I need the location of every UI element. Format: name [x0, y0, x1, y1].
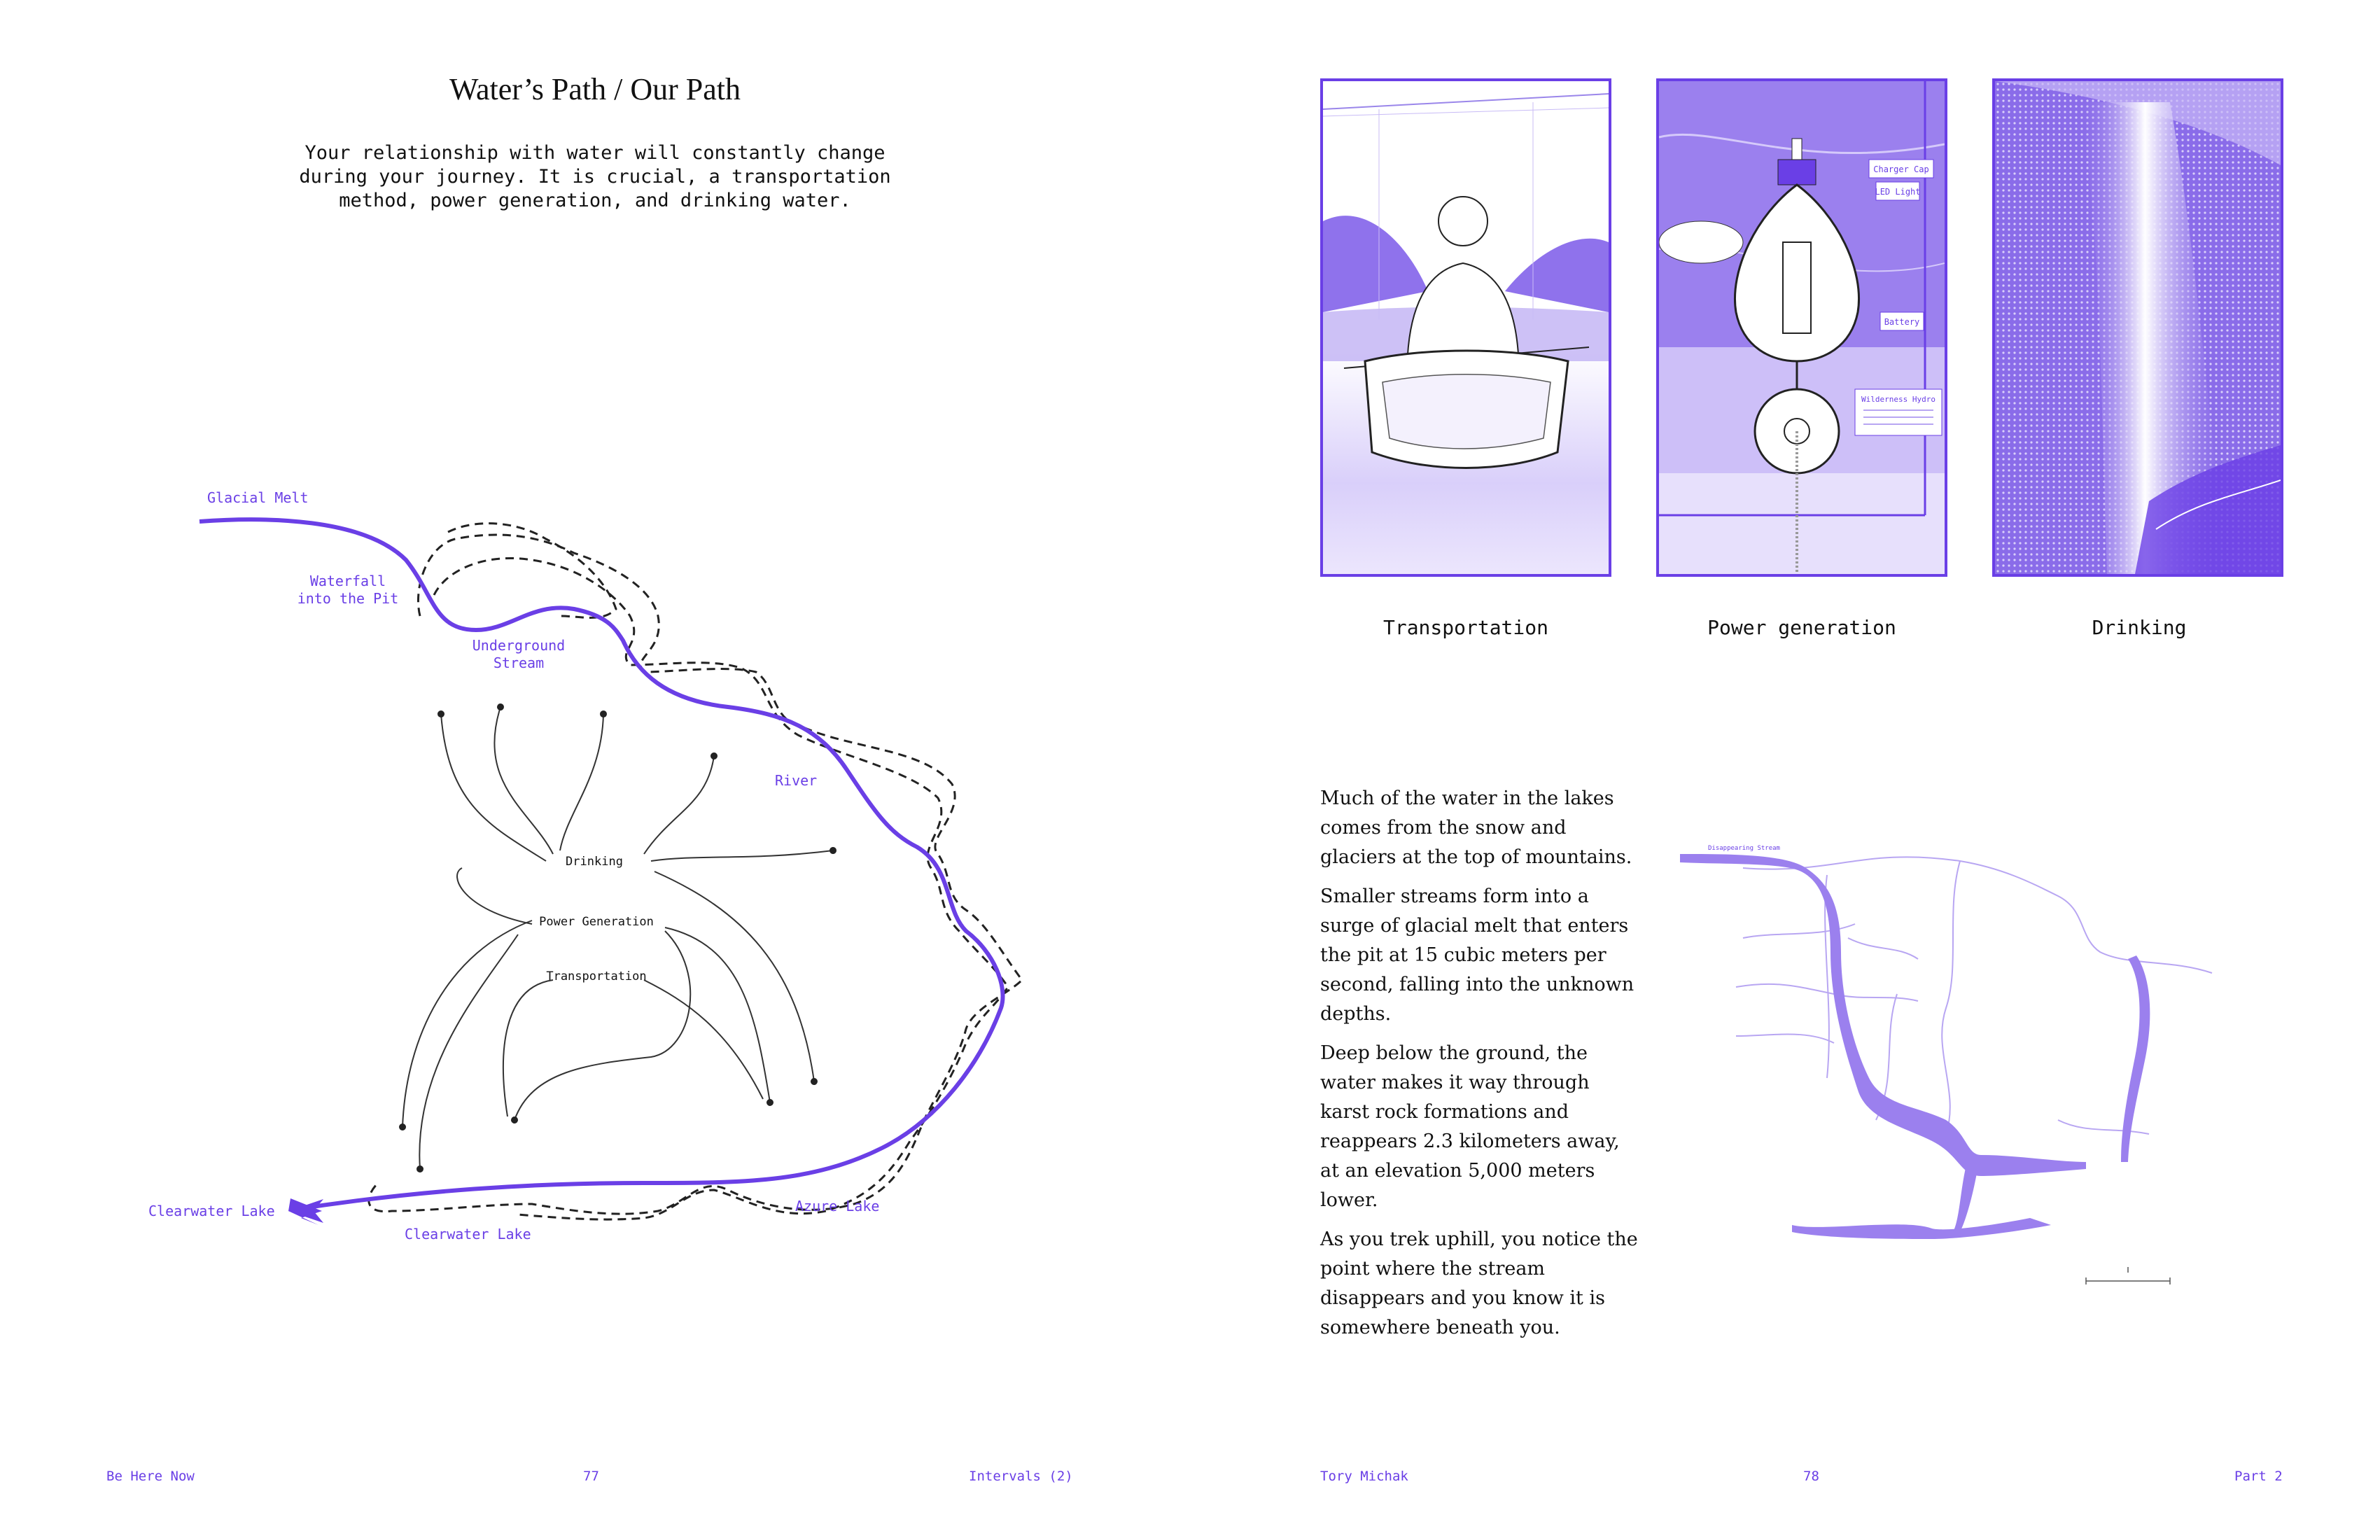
label-underground-line1: Underground — [472, 637, 566, 654]
callout-battery: Battery — [1884, 317, 1920, 327]
disappearing-stream — [1680, 854, 2086, 1176]
right-page — [1190, 0, 2380, 1540]
label-river: River — [775, 772, 818, 789]
caption-drinking: Drinking — [2092, 616, 2187, 639]
panel-drinking — [1992, 78, 2283, 577]
footer-section: Intervals (2) — [969, 1469, 1073, 1484]
label-glacial-melt: Glacial Melt — [207, 489, 309, 506]
stream-map — [1666, 826, 2268, 1316]
body-text — [1320, 784, 1642, 1352]
label-drinking: Drinking — [566, 855, 623, 869]
paragraph: Much of the water in the lakes comes from the snow and glaciers at the top of mountains. — [1320, 788, 1632, 868]
caption-power-generation: Power generation — [1707, 616, 1896, 639]
footer-part: Part 2 — [2234, 1469, 2283, 1484]
raft-person-illustration — [1323, 81, 1609, 574]
panel-transportation — [1320, 78, 1611, 577]
flow-line — [441, 714, 546, 861]
callout-charger-cap: Charger Cap — [1873, 164, 1929, 174]
label-transportation: Transportation — [546, 969, 647, 983]
label-waterfall-line2: into the Pit — [297, 590, 399, 607]
paragraph: Smaller streams form into a surge of glacial melt that enters the pit at 15 cubic meters per second, falling into the unknown depths. — [1320, 886, 1634, 1025]
flow-line — [457, 868, 532, 924]
label-power-generation: Power Generation — [539, 915, 654, 929]
callout-led-light: LED Light — [1875, 187, 1921, 197]
dashed-cave-outline-1 — [369, 535, 1022, 1214]
footer-author: Tory Michak — [1320, 1469, 1408, 1484]
page-title: Water’s Path / Our Path — [449, 72, 741, 106]
paragraph: Deep below the ground, the water makes it way through karst rock formations and reappears 2.3 kilometers away, at an elevation 5,000 meters lower. — [1320, 1042, 1620, 1211]
label-waterfall-line1: Waterfall — [309, 573, 386, 589]
flow-line — [651, 850, 833, 861]
flow-line — [514, 931, 690, 1120]
hydro-generator-illustration — [1659, 81, 1945, 574]
flow-line — [494, 707, 553, 854]
flow-line — [560, 714, 603, 850]
water-path-diagram — [0, 0, 1190, 1330]
intro-paragraph: Your relationship with water will constantly change during your journey. It is crucial, a transportation method, power generation, and drinking water. — [299, 142, 891, 211]
flow-line — [402, 920, 532, 1127]
footer-page-number: 77 — [583, 1469, 599, 1484]
footer-page-number: 78 — [1803, 1469, 1819, 1484]
flow-line — [644, 756, 714, 854]
label-azure-lake: Azure Lake — [795, 1198, 880, 1214]
label-clearwater-lake-end: Clearwater Lake — [148, 1203, 275, 1219]
caption-transportation: Transportation — [1382, 616, 1548, 639]
label-clearwater-lake: Clearwater Lake — [405, 1226, 531, 1242]
paragraph: As you trek uphill, you notice the point where the stream disappears and you know it is somewhere beneath you. — [1320, 1228, 1638, 1338]
callout-product-name: Wilderness Hydro — [1861, 395, 1935, 404]
waterfall-illustration — [1995, 81, 2281, 574]
panel-power-generation — [1656, 78, 1947, 577]
flow-lines — [402, 707, 833, 1169]
footer-book-title: Be Here Now — [106, 1469, 195, 1484]
label-underground-line2: Stream — [493, 654, 545, 671]
map-stream-label: Disappearing Stream — [1708, 845, 1780, 852]
